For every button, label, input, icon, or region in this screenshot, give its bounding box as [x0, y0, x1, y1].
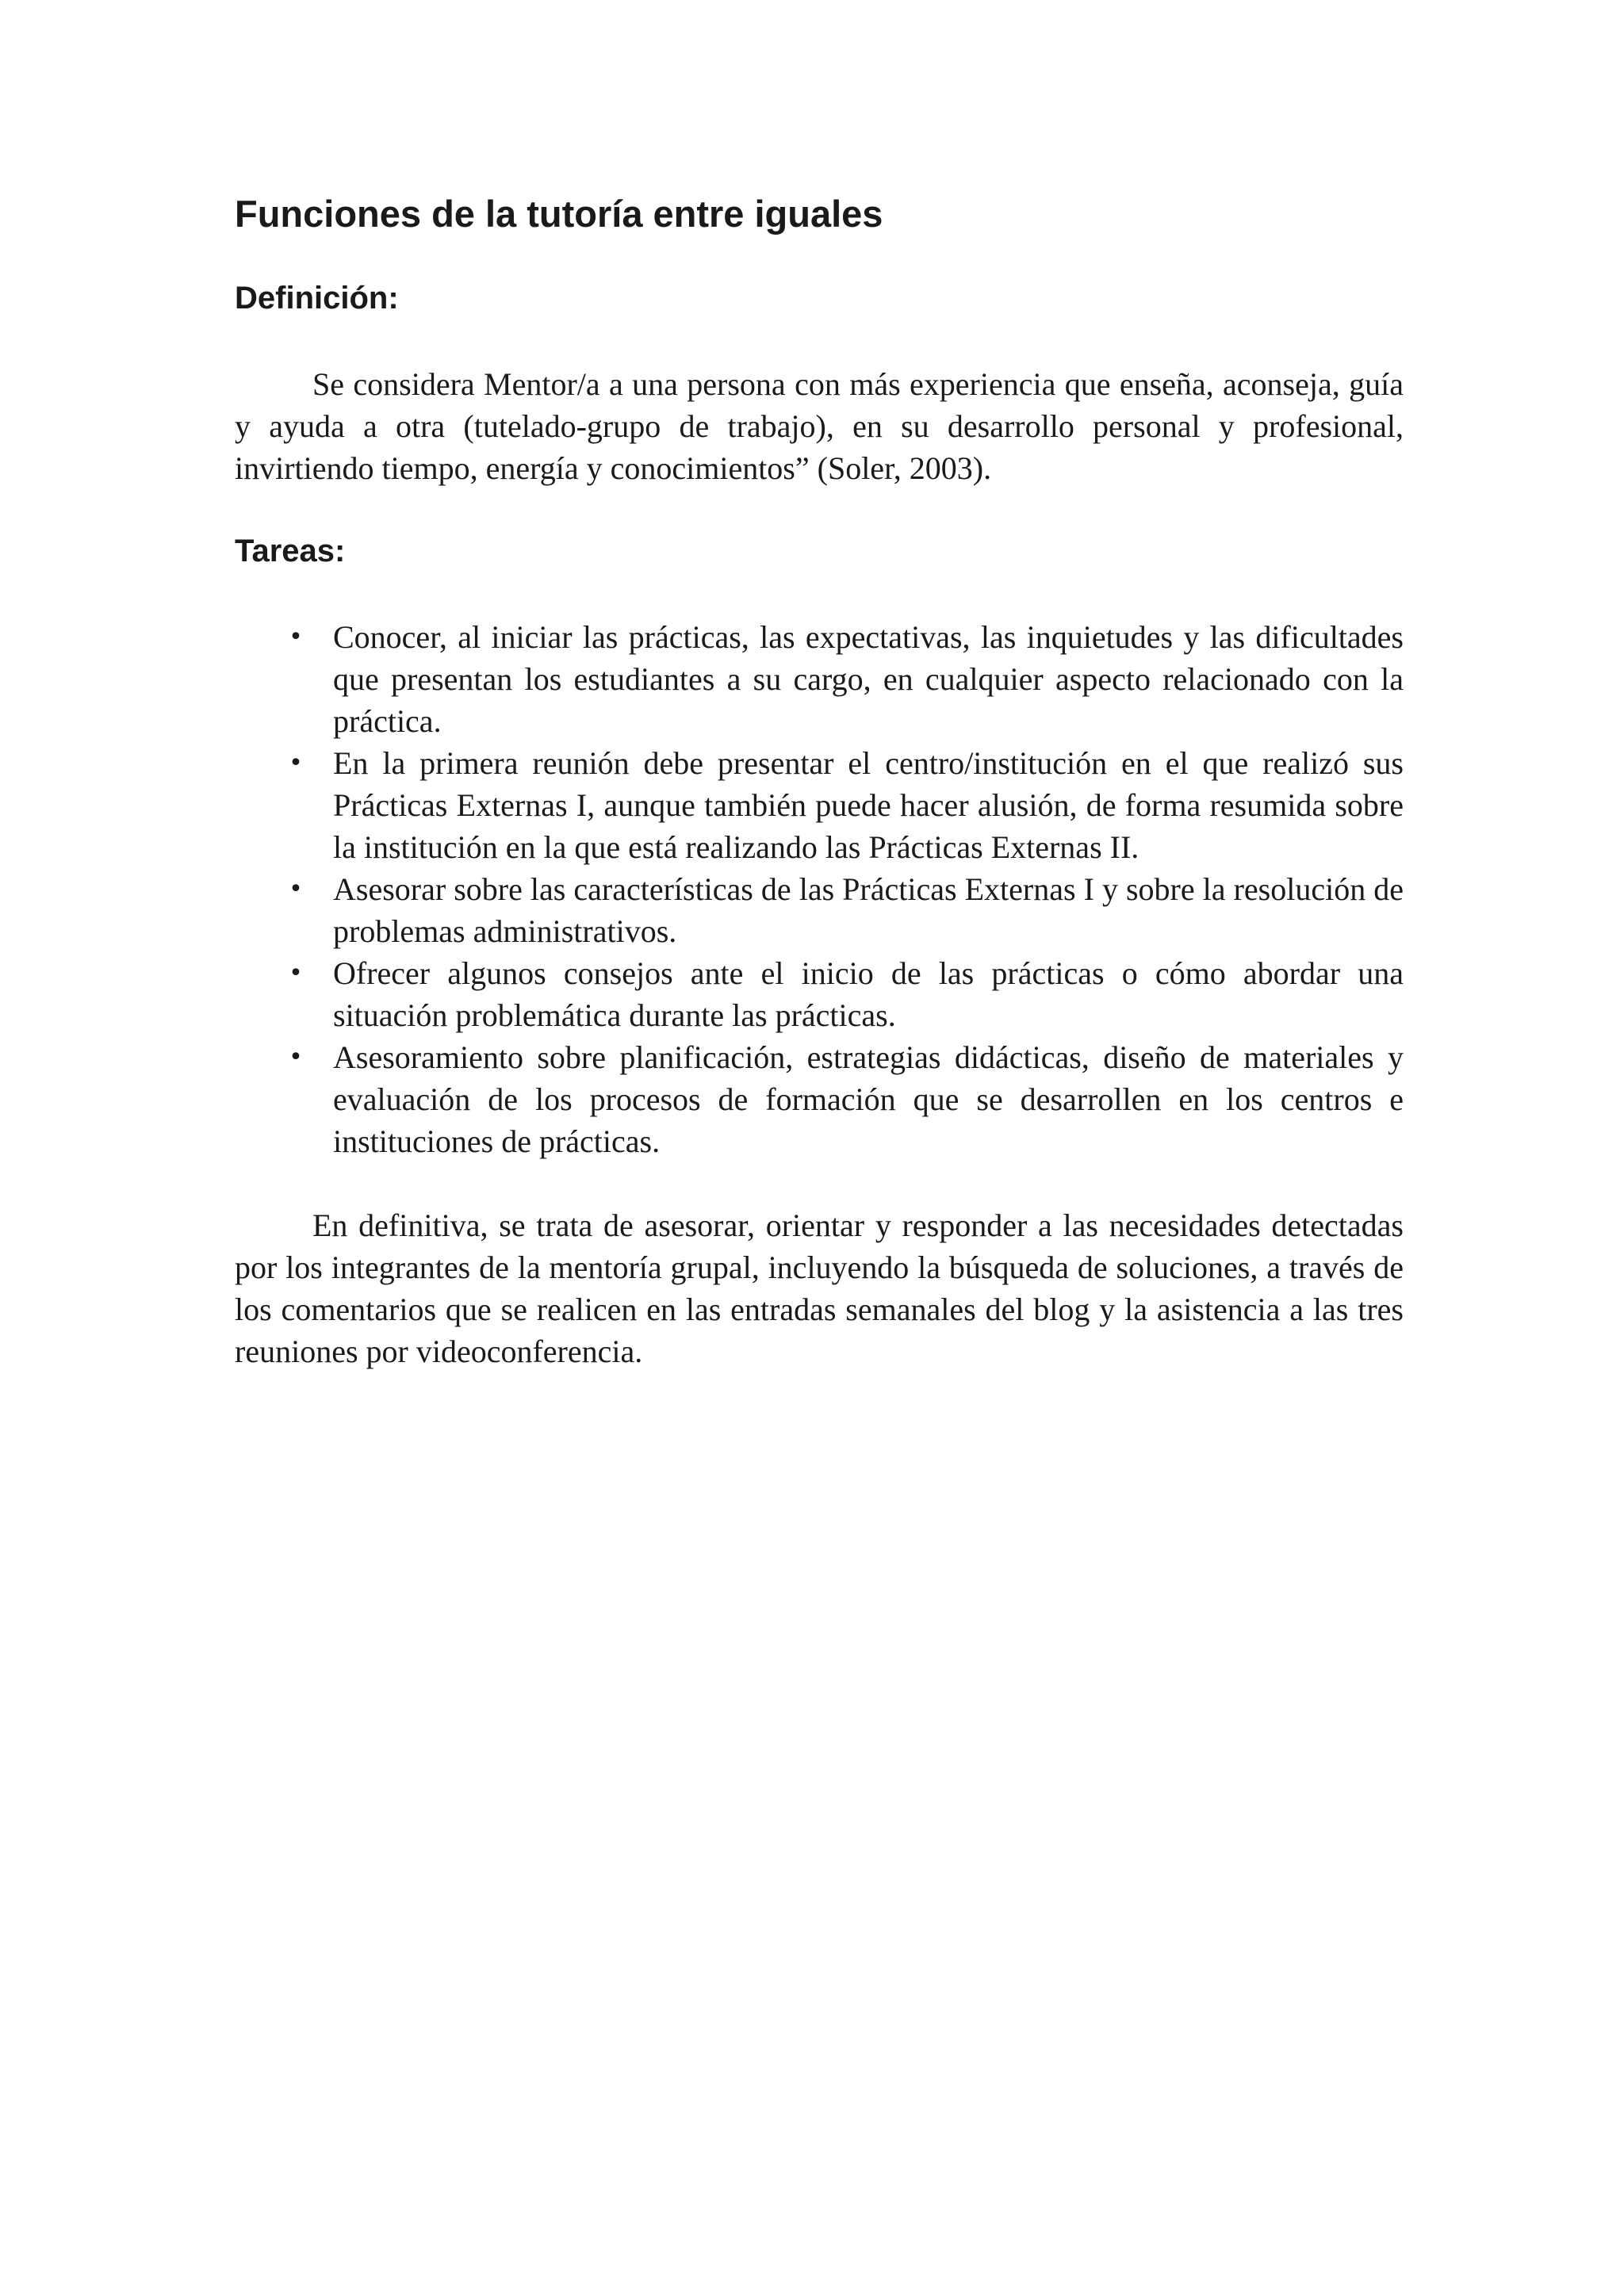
- definition-paragraph: Se considera Mentor/a a una persona con más experiencia que enseña, aconseja, guía y ayuda a otra (tutelado-grupo de trabajo), en su desarrollo personal y profesional, invirtiendo tiempo, energía y conocimientos” (Soler, 2003).: [235, 366, 1404, 486]
- task-text: En la primera reunión debe presentar el centro/institución en el que realizó sus Prácticas Externas I, aunque también puede hacer alusión, de forma resumida sobre la institución en la que está realizando las Prácticas Externas II.: [333, 745, 1404, 865]
- tasks-list: [235, 616, 1404, 1162]
- list-item: [235, 742, 1404, 868]
- bullet-icon: •: [289, 623, 303, 651]
- task-text: Ofrecer algunos consejos ante el inicio de las prácticas o cómo abordar una situación problemática durante las prácticas.: [333, 955, 1404, 1033]
- list-item: [235, 616, 1404, 742]
- task-text: Asesoramiento sobre planificación, estrategias didácticas, diseño de materiales y evaluación de los procesos de formación que se desarrollen en los centros e instituciones de prácticas.: [333, 1039, 1404, 1159]
- conclusion-paragraph: En definitiva, se trata de asesorar, orientar y responder a las necesidades detectadas por los integrantes de la mentoría grupal, incluyendo la búsqueda de soluciones, a través de los comentarios que se realicen en las entradas semanales del blog y la asistencia a las tres reuniones por videoconferencia.: [235, 1207, 1404, 1369]
- list-item: [235, 952, 1404, 1036]
- document-page: [235, 190, 1404, 1372]
- bullet-icon: •: [289, 1043, 303, 1071]
- bullet-icon: •: [289, 749, 303, 777]
- list-item: [235, 1036, 1404, 1162]
- definition-heading: Definición:: [235, 281, 399, 316]
- bullet-icon: •: [289, 875, 303, 903]
- bullet-icon: •: [289, 959, 303, 987]
- tasks-heading: Tareas:: [235, 534, 346, 568]
- page-title: Funciones de la tutoría entre iguales: [235, 193, 883, 235]
- list-item: [235, 868, 1404, 952]
- task-text: Conocer, al iniciar las prácticas, las expectativas, las inquietudes y las dificultades que presentan los estudiantes a su cargo, en cualquier aspecto relacionado con la práctica.: [333, 619, 1404, 739]
- task-text: Asesorar sobre las características de las Prácticas Externas I y sobre la resolución de problemas administrativos.: [333, 871, 1404, 949]
